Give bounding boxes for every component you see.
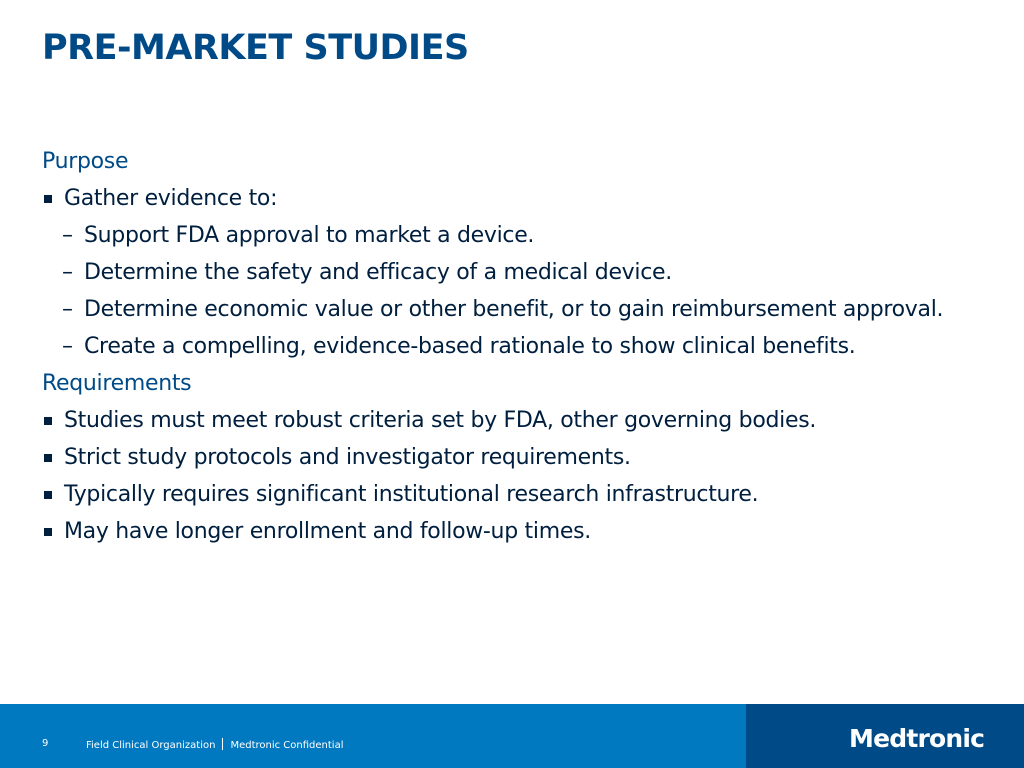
bullet-text: Studies must meet robust criteria set by FDA, other governing bodies. (64, 408, 817, 433)
section-heading-requirements: Requirements (42, 371, 192, 396)
bullet-item (42, 402, 972, 439)
dash-bullet-icon: – (62, 223, 73, 248)
slide-title: PRE-MARKET STUDIES (42, 28, 469, 68)
sub-bullet-text: Determine the safety and efficacy of a medical device. (84, 260, 672, 285)
dash-bullet-icon: – (62, 334, 73, 359)
bullet-text: Typically requires significant institutional research infrastructure. (64, 482, 759, 507)
square-bullet-icon (44, 195, 52, 203)
sub-bullet-text: Determine economic value or other benefit, or to gain reimbursement approval. (84, 297, 944, 322)
square-bullet-icon (44, 491, 52, 499)
bullet-text: Gather evidence to: (64, 186, 278, 211)
sub-bullet-text: Create a compelling, evidence-based rationale to show clinical benefits. (84, 334, 856, 359)
bullet-item (42, 476, 972, 513)
square-bullet-icon (44, 417, 52, 425)
footer-divider (222, 738, 223, 750)
medtronic-logo: Medtronic (849, 724, 985, 753)
sub-bullet-item (42, 217, 972, 254)
bullet-text: May have longer enrollment and follow-up times. (64, 519, 591, 544)
slide-body (42, 143, 972, 550)
square-bullet-icon (44, 528, 52, 536)
sub-bullet-item (42, 291, 972, 328)
sub-bullet-item (42, 328, 972, 365)
square-bullet-icon (44, 454, 52, 462)
page-number: 9 (42, 738, 49, 749)
footer-label (86, 738, 343, 751)
dash-bullet-icon: – (62, 297, 73, 322)
sub-bullet-text: Support FDA approval to market a device. (84, 223, 535, 248)
section-heading-purpose: Purpose (42, 149, 129, 174)
footer-confidentiality: Medtronic Confidential (230, 740, 344, 751)
bullet-item (42, 439, 972, 476)
bullet-item (42, 513, 972, 550)
sub-bullet-item (42, 254, 972, 291)
bullet-item (42, 180, 972, 217)
footer-organization: Field Clinical Organization (86, 740, 216, 751)
dash-bullet-icon: – (62, 260, 73, 285)
footer-bar-light (0, 704, 746, 768)
bullet-text: Strict study protocols and investigator requirements. (64, 445, 631, 470)
